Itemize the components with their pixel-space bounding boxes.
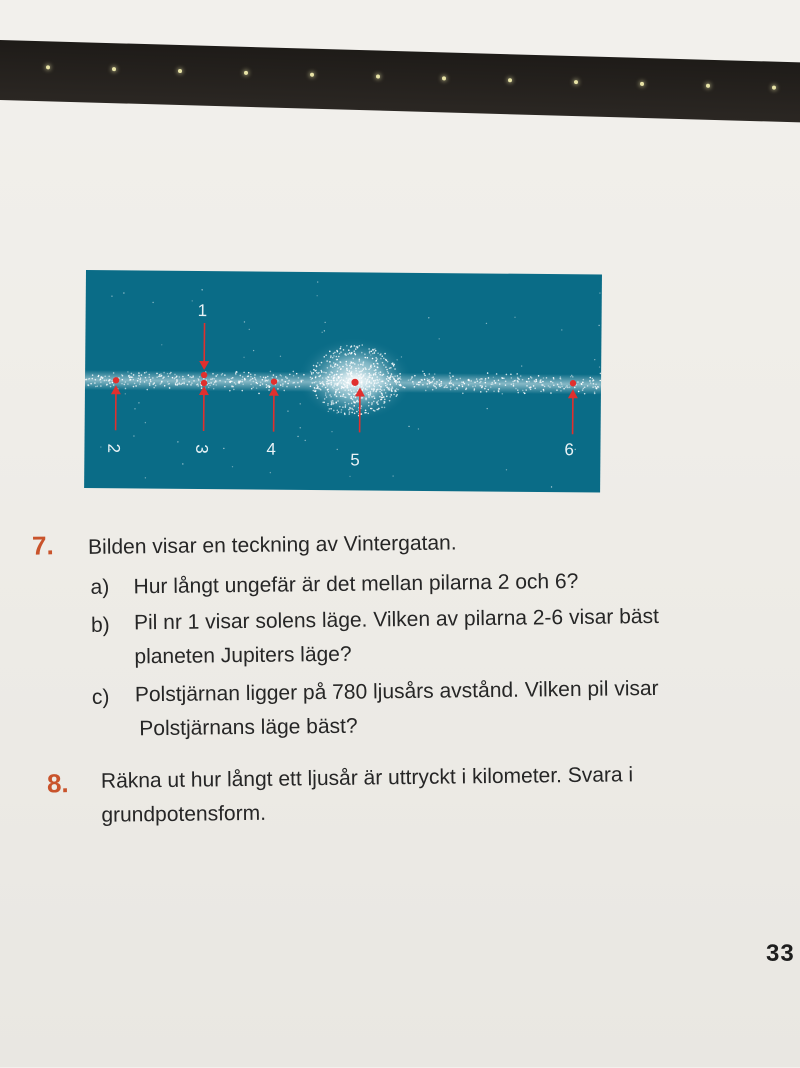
question-7c-letter: c) (92, 686, 110, 710)
question-7b-text-line-2: planeten Jupiters läge? (134, 643, 351, 670)
question-7a-text: Hur långt ungefär är det mellan pilarna 2 och 6? (133, 570, 578, 600)
question-7c-text-line-1: Polstjärnan ligger på 780 ljusårs avstånd. Vilken pil visar (135, 677, 659, 708)
arrow-label-1: 1 (198, 301, 208, 321)
question-8-number: 8. (47, 768, 69, 799)
page-number: 33 (766, 940, 800, 968)
question-7c-text-line-2: Polstjärnans läge bäst? (139, 715, 358, 742)
arrow-label-3: 3 (191, 444, 211, 454)
arrow-label-6: 6 (564, 440, 574, 460)
arrow-label-4: 4 (266, 440, 276, 460)
question-7b-text-line-1: Pil nr 1 visar solens läge. Vilken av pilarna 2-6 visar bäst (134, 605, 659, 636)
question-7-number: 7. (32, 530, 54, 561)
question-7b-letter: b) (91, 614, 110, 638)
question-7-text: Bilden visar en teckning av Vintergatan. (88, 531, 457, 560)
question-8-text-line-2: grundpotensform. (101, 802, 266, 828)
arrow-label-2: 2 (103, 443, 123, 453)
question-7a-letter: a) (90, 576, 109, 600)
arrow-label-5: 5 (350, 450, 360, 470)
question-8-text-line-1: Räkna ut hur långt ett ljusår är uttryckt i kilometer. Svara i (101, 763, 633, 794)
